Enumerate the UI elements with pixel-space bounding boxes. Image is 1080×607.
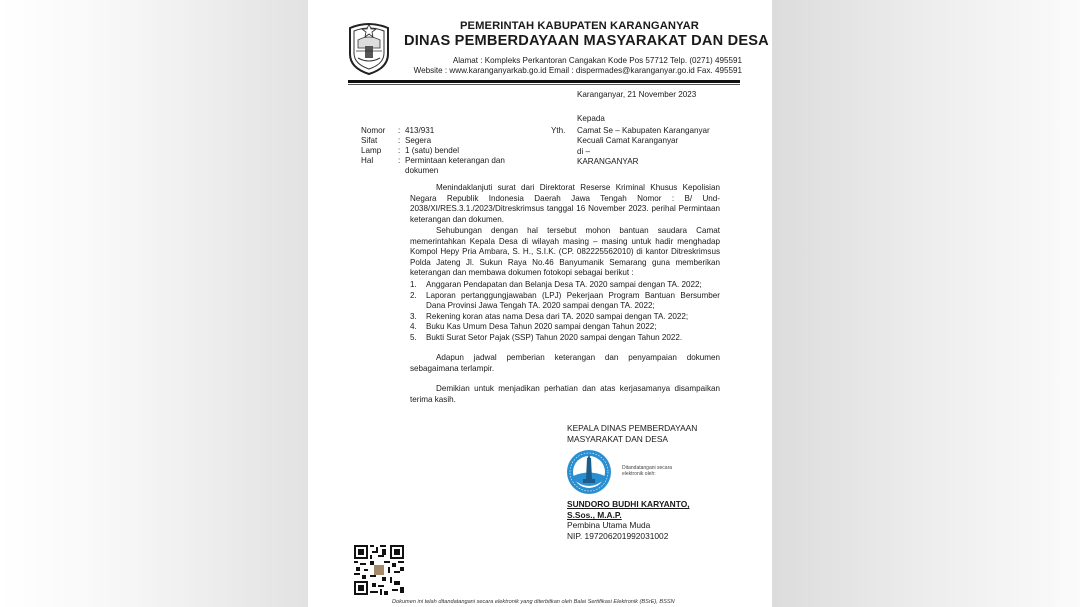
signatory-nip: NIP. 197206201992031002 xyxy=(567,531,669,541)
meta-value-hal: Permintaan keterangan dan xyxy=(405,156,505,165)
letterhead-rule xyxy=(348,80,740,83)
meta-value-nomor: 413/931 xyxy=(405,126,435,135)
list-item xyxy=(410,312,720,323)
signatory-name: SUNDORO BUDHI KARYANTO, xyxy=(567,499,690,509)
signatory-rank: Pembina Utama Muda xyxy=(567,520,651,530)
list-item xyxy=(410,280,720,291)
esign-footer-note: Dokumen ini telah ditandatangani secara elektronik yang diterbitkan oleh Balai Sertifikasi Elektronik (BSrE), BSSN xyxy=(392,599,675,605)
signatory-degree: S.Sos., M.A.P. xyxy=(567,510,622,520)
meta-label-hal: Hal xyxy=(361,156,374,165)
letterhead-agency: DINAS PEMBERDAYAAN MASYARAKAT DAN DESA xyxy=(404,33,769,49)
body-paragraph-3: Adapun jadwal pemberian keterangan dan penyampaian dokumen sebagaimana terlampir. xyxy=(410,353,720,373)
letterhead-rule-thin xyxy=(348,84,740,85)
regency-coat-of-arms-icon xyxy=(346,18,392,76)
letterhead-government: PEMERINTAH KABUPATEN KARANGANYAR xyxy=(460,20,699,32)
bsre-seal-icon xyxy=(566,449,612,495)
meta-value-lamp: 1 (satu) bendel xyxy=(405,146,459,155)
meta-label-nomor: Nomor xyxy=(361,126,386,135)
esign-note-1: Ditandatangani secara xyxy=(622,465,673,471)
list-text: Laporan pertanggungjawaban (LPJ) Pekerjaan Program Bantuan Bersumber Dana Provinsi Jawa Tengah TA. 2020 sampai dengan TA. 2022; xyxy=(426,290,720,311)
body-paragraph-2: Sehubungan dengan hal tersebut mohon bantuan saudara Camat memerintahkan Kepala Desa di wilayah masing – masing untuk hadir menghadap Kompol Hepy Pria Ambara, S. H., S.I.K. (CP. 082225562010) di kantor Ditreskrimsus Polda Jateng Jl. Sukun Raya No.46 Banyumanik Semarang guna memberikan keterangan dan membawa dokumen fotokopi sebagai berikut : xyxy=(410,226,720,278)
list-number: 3. xyxy=(410,311,417,321)
list-text: Anggaran Pendapatan dan Belanja Desa TA. 2020 sampai dengan TA. 2022; xyxy=(426,280,702,289)
qr-code-icon xyxy=(354,545,404,595)
recipient-kepada: Kepada xyxy=(577,114,605,123)
signature-title-1: KEPALA DINAS PEMBERDAYAAN xyxy=(567,423,698,433)
meta-colon: : xyxy=(398,136,401,145)
list-text: Buku Kas Umum Desa Tahun 2020 sampai dengan Tahun 2022; xyxy=(426,322,657,332)
meta-colon: : xyxy=(398,146,401,155)
meta-label-lamp: Lamp xyxy=(361,146,382,155)
meta-value-sifat: Segera xyxy=(405,136,432,145)
body-paragraph-4: Demikian untuk menjadikan perhatian dan atas kerjasamanya disampaikan terima kasih. xyxy=(410,384,720,404)
letterhead-contact: Website : www.karanganyarkab.go.id Email : dispermades@karanganyar.go.id Fax. 495591 xyxy=(413,66,742,75)
list-number: 1. xyxy=(410,280,417,289)
list-item xyxy=(410,322,720,333)
list-text: Rekening koran atas nama Desa dari TA. 2020 sampai dengan TA. 2022; xyxy=(426,311,689,321)
meta-colon: : xyxy=(398,126,401,135)
meta-label-sifat: Sifat xyxy=(361,136,378,145)
signature-title-2: MASYARAKAT DAN DESA xyxy=(567,434,668,444)
body-paragraph-1: Menindaklanjuti surat dari Direktorat Reserse Kriminal Khusus Kepolisian Negara Republik Indonesia Daerah Jawa Tengah Nomor : B/ Und-2038/XI/RES.3.1./2023/Ditreskrimsus tanggal 16 November 2023. perihal Permintaan keterangan dan dokumen. xyxy=(410,183,720,224)
letterhead-address: Alamat : Kompleks Perkantoran Cangakan Kode Pos 57712 Telp. (0271) 495591 xyxy=(452,56,742,65)
list-number: 4. xyxy=(410,322,417,332)
meta-colon: : xyxy=(398,156,401,165)
recipient-place: KARANGANYAR xyxy=(577,157,639,166)
esign-note-2: elektronik oleh: xyxy=(622,471,656,477)
recipient-di: di – xyxy=(577,147,591,156)
list-number: 5. xyxy=(410,332,417,342)
meta-value-hal-cont: dokumen xyxy=(405,166,439,175)
list-number: 2. xyxy=(410,290,417,300)
recipient-line2: Kecuali Camat Karanganyar xyxy=(577,136,679,145)
recipient-yth: Yth. xyxy=(551,126,566,135)
list-text: Bukti Surat Setor Pajak (SSP) Tahun 2020 sampai dengan Tahun 2022. xyxy=(426,332,683,342)
list-item xyxy=(410,291,720,312)
list-item xyxy=(410,333,720,344)
date-line: Karanganyar, 21 November 2023 xyxy=(577,90,697,99)
document-list xyxy=(410,280,720,344)
recipient-line1: Camat Se – Kabupaten Karanganyar xyxy=(577,126,710,135)
